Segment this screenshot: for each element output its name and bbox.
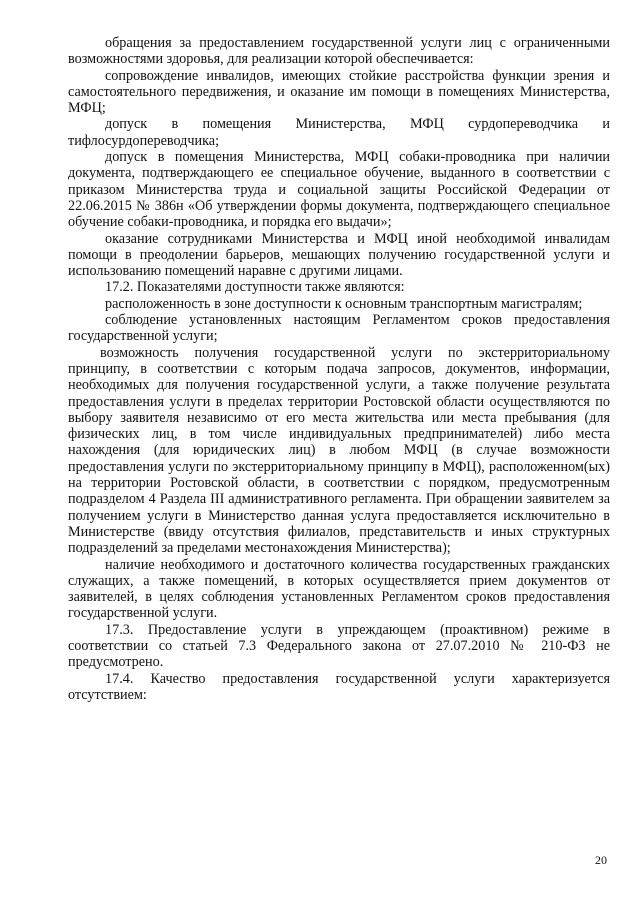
paragraph-sign-interpreter: допуск в помещения Министерства, МФЦ сурдопереводчика и тифлосурдопереводчика;	[68, 116, 610, 149]
paragraph-escort-disabled: сопровождение инвалидов, имеющих стойкие расстройства функции зрения и самостоятельного передвижения, и оказание им помощи в помещениях Министерства, МФЦ;	[68, 67, 610, 117]
section-17-2-heading: 17.2. Показателями доступности также являются:	[105, 279, 405, 296]
paragraph-guide-dog: допуск в помещения Министерства, МФЦ собаки-проводника при наличии документа, подтверждающего ее специальное обучение, выданного в соответствии с приказом Министерства труда и социальной защиты Российской Федерации от 22.06.2015 № 386н «Об утверждении формы документа, подтверждающего специальное обучение собаки-проводника, и порядка его выдачи»;	[68, 149, 610, 231]
section-17-4: 17.4. Качество предоставления государственной услуги характеризуется отсутствием:	[68, 670, 610, 703]
paragraph-extraterritorial: возможность получения государственной услуги по экстерриториальному принципу, в соответствии с которым подача запросов, документов, информации, необходимых для получения государственной услуги, а также получение результата предоставления услуги в пределах территории Ростовской области осуществляются по выбору заявителя независимо от его места жительства или места пребывания (для физических лиц, в том числе индивидуальных предпринимателей) либо места нахождения (для юридических лиц) в любом МФЦ (в случае возможности предоставления услуги по экстерриториальному принципу в МФЦ), расположенном(ых) на территории Ростовской области, в соответствии с порядком, предусмотренным подразделом 4 Раздела III административного регламента. При обращении заявителем за получением услуги в Министерство данная услуга предоставляется исключительно в Министерстве (ввиду отсутствия филиалов, представительств и иных структурных подразделений за пределами местонахождения Министерства);	[68, 344, 610, 557]
page-number: 20	[595, 853, 607, 867]
paragraph-staff-assistance: оказание сотрудниками Министерства и МФЦ иной необходимой инвалидам помощи в преодолении барьеров, мешающих получению государственной услуги и использованию помещений наравне с другими лицами.	[68, 230, 610, 280]
paragraph-transport-access: расположенность в зоне доступности к основным транспортным магистралям;	[105, 295, 583, 312]
paragraph-staffing: наличие необходимого и достаточного количества государственных гражданских служащих, а также помещений, в которых осуществляется прием документов от заявителей, в целях соблюдения установленных Регламентом сроков предоставления государственной услуги.	[68, 556, 610, 622]
section-17-3: 17.3. Предоставление услуги в упреждающем (проактивном) режиме в соответствии со статьей 7.3 Федерального закона от 27.07.2010 № 210-ФЗ не предусмотрено.	[68, 621, 610, 671]
paragraph-access-intro: обращения за предоставлением государственной услуги лиц с ограниченными возможностями здоровья, для реализации которой обеспечивается:	[68, 35, 610, 68]
paragraph-deadlines: соблюдение установленных настоящим Регламентом сроков предоставления государственной услуги;	[68, 312, 610, 345]
